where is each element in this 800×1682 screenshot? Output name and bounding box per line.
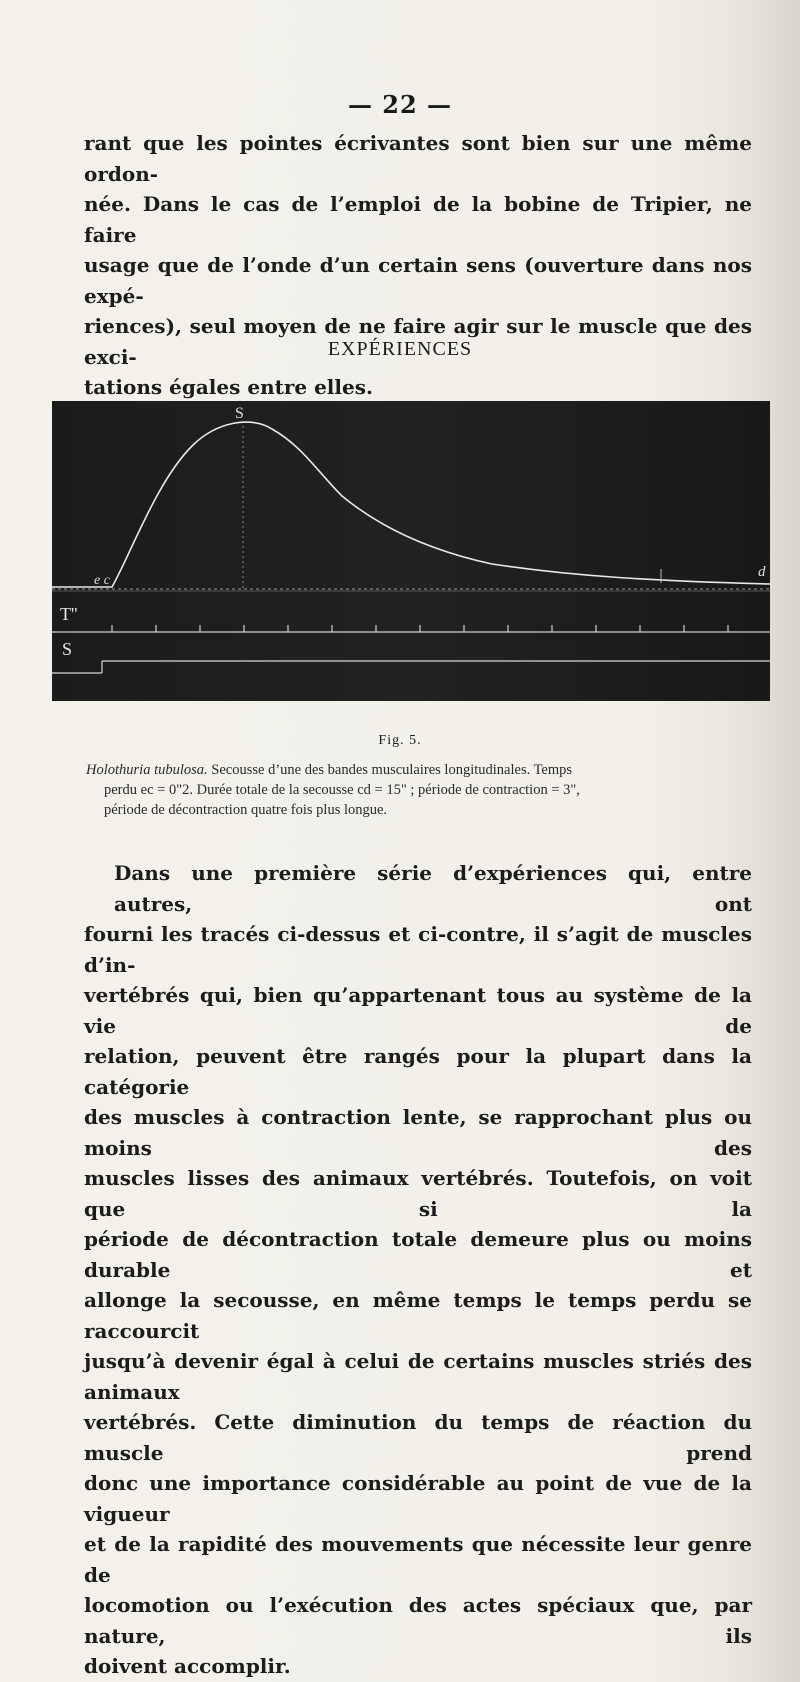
text-line: et de la rapidité des mouvements que nécessite leur genre de: [84, 1532, 752, 1587]
paragraph-intro: [84, 128, 752, 403]
caption-line: période de décontraction quatre fois plus longue.: [104, 802, 388, 818]
peak-label: S: [235, 405, 244, 422]
text-line: Dans une première série d’expériences qui, entre autres, ont: [114, 861, 752, 916]
text-line: locomotion ou l’exécution des actes spéciaux que, par nature, ils: [84, 1593, 752, 1648]
text-line: tations égales entre elles.: [84, 375, 373, 399]
species-name: Holothuria tubulosa.: [86, 762, 208, 778]
caption-text: Secousse d’une des bandes musculaires longitudinales. Temps: [207, 762, 573, 778]
text-line: fourni les tracés ci-dessus et ci-contre, il s’agit de muscles d’in-: [84, 922, 752, 977]
kymograph-trace: [52, 401, 770, 701]
text-line: rant que les pointes écrivantes sont bien sur une même ordon-: [84, 131, 752, 186]
page-number: — 22 —: [347, 90, 453, 119]
text-line: relation, peuvent être rangés pour la plupart dans la catégorie: [84, 1044, 752, 1099]
text-line: doivent accomplir.: [84, 1654, 291, 1678]
text-line: jusqu’à devenir égal à celui de certains muscles striés des animaux: [84, 1349, 752, 1404]
text-line: vertébrés. Cette diminution du temps de réaction du muscle prend: [84, 1410, 752, 1465]
muscle-twitch-figure: [52, 401, 770, 701]
figure-label: Fig. 5.: [378, 733, 422, 748]
figure-caption: [86, 760, 756, 820]
start-label: e c: [94, 573, 110, 588]
text-line: vertébrés qui, bien qu’appartenant tous au système de la vie de: [84, 983, 752, 1038]
signal-row-label: S: [62, 639, 73, 659]
text-line: allonge la secousse, en même temps le temps perdu se raccourcit: [84, 1288, 752, 1343]
text-line: riences), seul moyen de ne faire agir sur le muscle que des exci-: [84, 314, 752, 369]
caption-line: perdu ec = 0"2. Durée totale de la secousse cd = 15" ; période de contraction = 3",: [104, 782, 580, 798]
text-line: des muscles à contraction lente, se rapprochant plus ou moins des: [84, 1105, 752, 1160]
paragraph-body: [84, 858, 752, 1682]
text-line: donc une importance considérable au point de vue de la vigueur: [84, 1471, 752, 1526]
section-title: EXPÉRIENCES: [327, 338, 473, 360]
caption-line: [86, 760, 756, 780]
time-row-label: T'': [60, 604, 78, 624]
text-line: muscles lisses des animaux vertébrés. Toutefois, on voit que si la: [84, 1166, 752, 1221]
text-line: période de décontraction totale demeure plus ou moins durable et: [84, 1227, 752, 1282]
text-line: née. Dans le cas de l’emploi de la bobine de Tripier, ne faire: [84, 192, 752, 247]
text-line: usage que de l’onde d’un certain sens (ouverture dans nos expé-: [84, 253, 752, 308]
end-label: d: [758, 564, 766, 580]
